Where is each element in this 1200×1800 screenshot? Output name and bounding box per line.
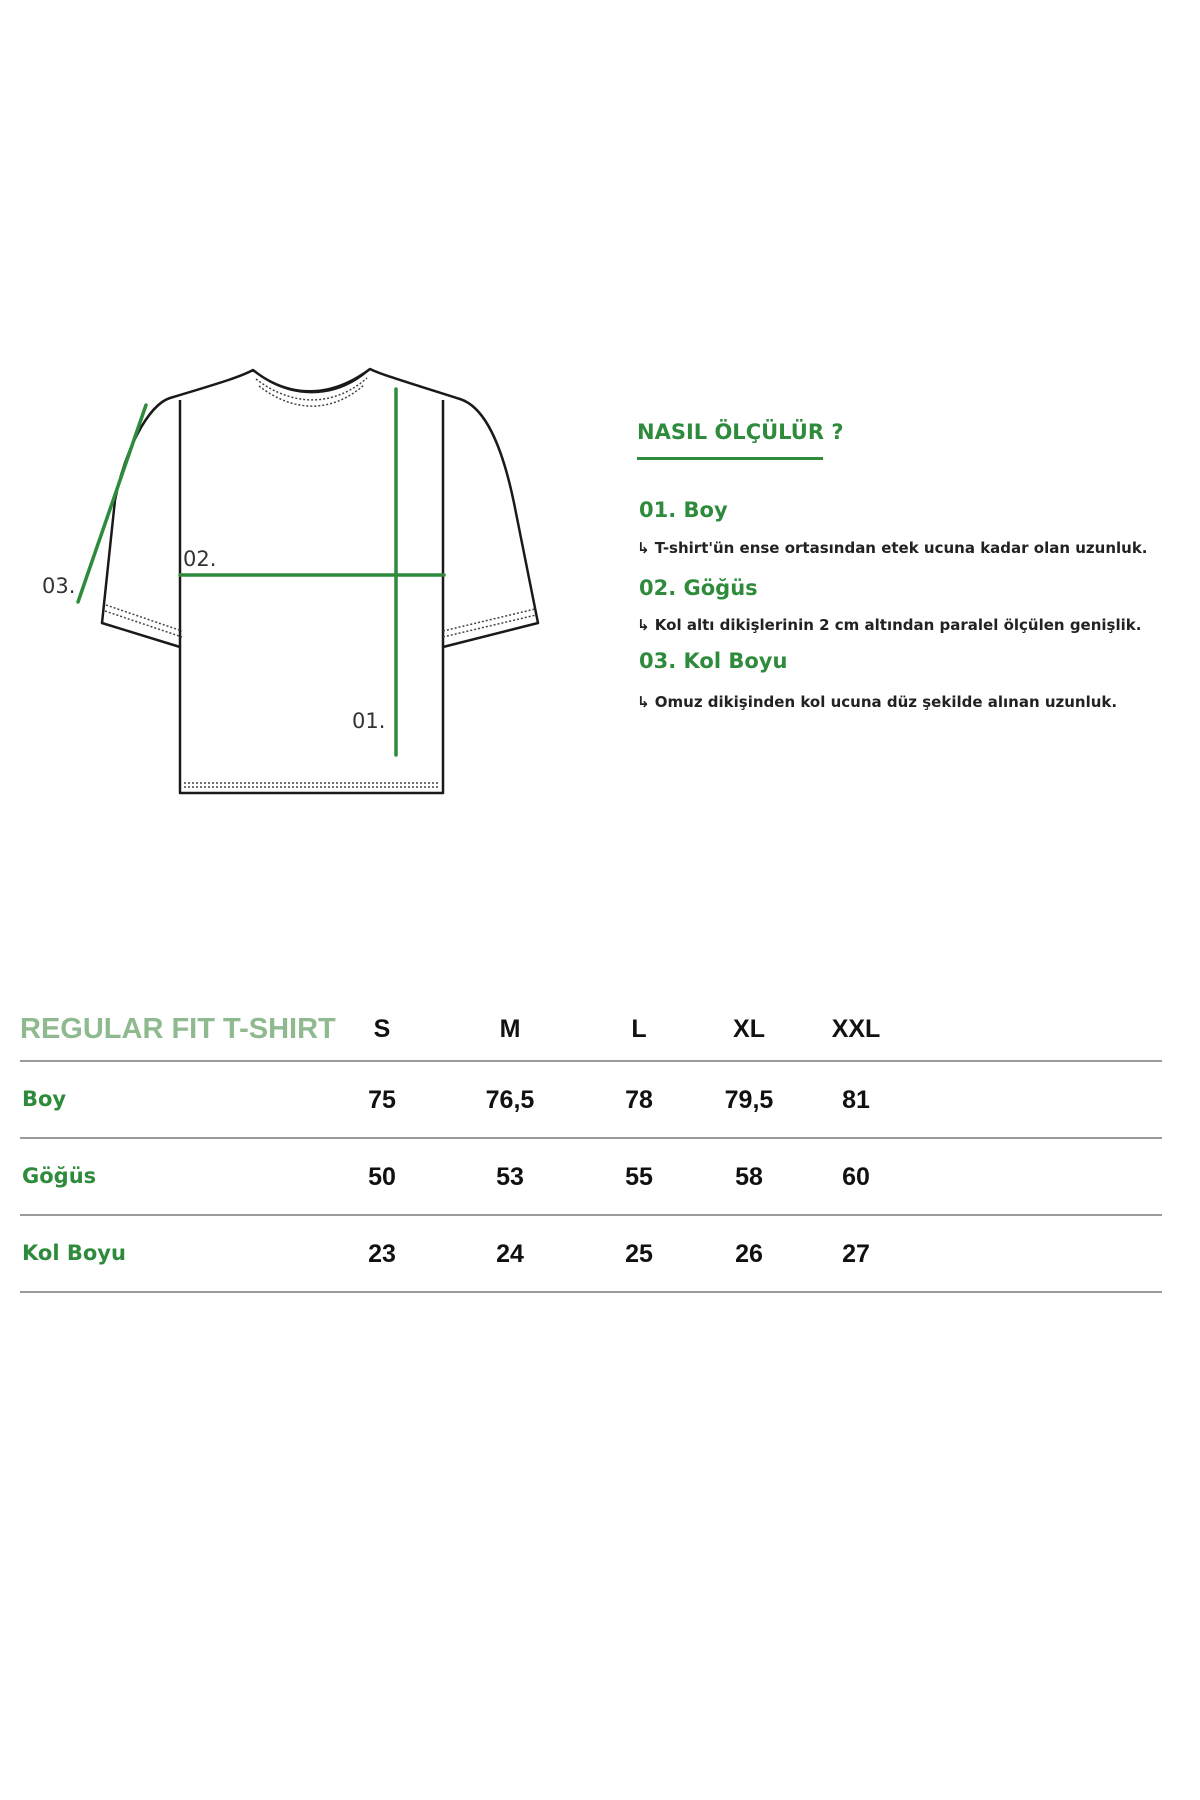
size-xxl-header: XXL <box>831 1015 881 1043</box>
sleeve-description: ↳ Omuz dikişinden kol ucuna düz şekilde alınan uzunluk. <box>637 693 1118 711</box>
table-row-kol-boyu <box>20 1216 1162 1293</box>
row-label: Kol Boyu <box>22 1241 126 1265</box>
table-cell: 60 <box>842 1163 870 1191</box>
chest-label: 02. <box>183 547 217 571</box>
tshirt-outline <box>102 369 538 793</box>
table-cell: 81 <box>842 1086 870 1114</box>
length-title: 01. Boy <box>639 498 728 522</box>
how-to-measure-title: NASIL ÖLÇÜLÜR ? <box>637 420 844 444</box>
table-row-boy <box>20 1062 1162 1139</box>
title-underline <box>637 457 823 460</box>
table-cell: 76,5 <box>485 1086 535 1114</box>
length-description: ↳ T-shirt'ün ense ortasından etek ucuna kadar olan uzunluk. <box>637 539 1148 557</box>
size-table <box>20 1005 1162 1293</box>
tshirt-diagram <box>30 355 550 815</box>
length-label: 01. <box>352 709 386 733</box>
sleeve-title: 03. Kol Boyu <box>639 649 788 673</box>
table-header <box>20 1005 1162 1062</box>
table-cell: 50 <box>368 1163 396 1191</box>
sleeve-measure-line <box>78 405 146 602</box>
row-label: Boy <box>22 1087 67 1111</box>
table-cell: 23 <box>368 1240 396 1268</box>
table-cell: 75 <box>368 1086 396 1114</box>
table-cell: 78 <box>625 1086 653 1114</box>
measure-lines <box>78 389 444 755</box>
sleeve-label: 03. <box>42 574 76 598</box>
table-cell: 58 <box>735 1163 763 1191</box>
table-cell: 79,5 <box>724 1086 774 1114</box>
chest-title: 02. Göğüs <box>639 576 758 600</box>
table-cell: 53 <box>496 1163 524 1191</box>
table-row-gogus <box>20 1139 1162 1216</box>
tshirt-stitching <box>105 378 536 787</box>
size-xl-header: XL <box>733 1015 765 1043</box>
size-m-header: M <box>499 1015 521 1043</box>
table-cell: 25 <box>625 1240 653 1268</box>
table-cell: 55 <box>625 1163 653 1191</box>
row-label: Göğüs <box>22 1164 97 1188</box>
table-cell: 24 <box>496 1240 524 1268</box>
table-cell: 27 <box>842 1240 870 1268</box>
chest-description: ↳ Kol altı dikişlerinin 2 cm altından paralel ölçülen genişlik. <box>637 616 1142 634</box>
size-s-header: S <box>373 1015 391 1043</box>
size-l-header: L <box>631 1015 647 1043</box>
table-cell: 26 <box>735 1240 763 1268</box>
table-title: REGULAR FIT T-SHIRT <box>20 1013 336 1045</box>
